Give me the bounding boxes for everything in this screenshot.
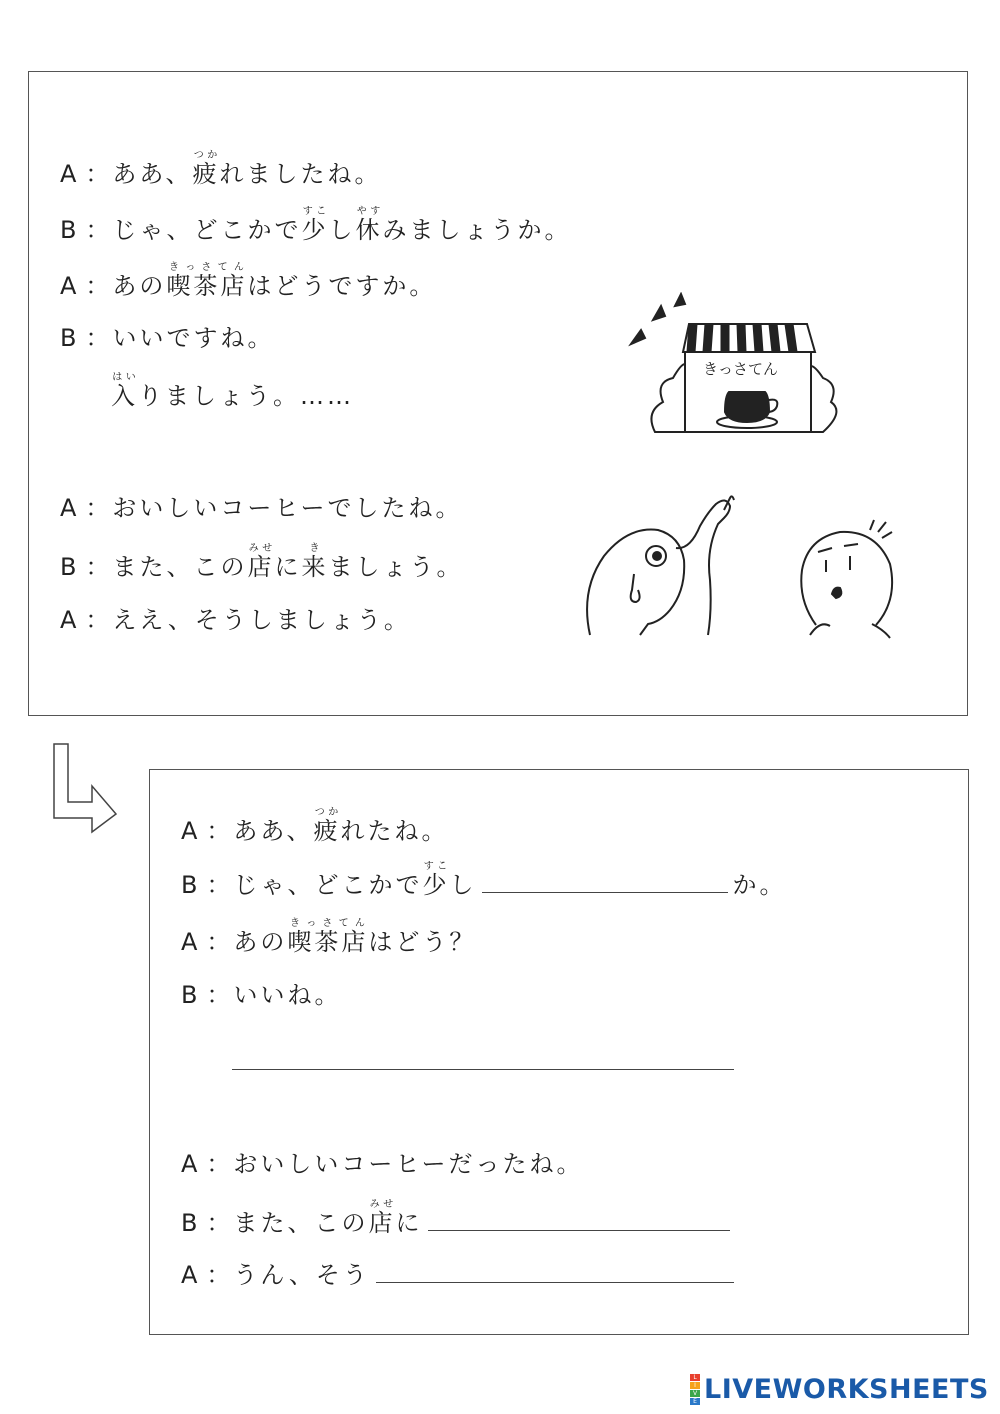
- speaker-label: B: [60, 324, 80, 352]
- arrow-icon: [52, 742, 118, 834]
- exercise-line-7: B ： また、この 店みせ に: [181, 1199, 734, 1238]
- coffee-shop-illustration: [625, 292, 865, 442]
- speaker-label: A: [181, 1261, 201, 1289]
- speaker-label: B: [60, 553, 80, 581]
- dialogue-line-4: B ： いいですね。: [60, 324, 275, 352]
- logo-text: LIVEWORKSHEETS: [704, 1374, 989, 1405]
- exercise-line-8: A ： うん、そう: [181, 1255, 738, 1290]
- speaker-label: B: [60, 216, 80, 244]
- speaker-label: A: [60, 272, 80, 300]
- answer-blank-3[interactable]: [428, 1212, 730, 1231]
- dialogue-line-7: B ： また、この 店みせ に 来き ましょう。: [60, 543, 464, 581]
- speaker-label: A: [181, 1150, 201, 1178]
- dialogue-line-1: A ： ああ、 疲つか れましたね。: [60, 150, 382, 188]
- liveworksheets-logo: [690, 1374, 989, 1405]
- exercise-line-3: A ： あの 喫茶店きっさてん はどう？: [181, 918, 477, 956]
- exercise-line-2: B ： じゃ、どこかで 少すこ し か。: [181, 861, 787, 899]
- speaker-label: A: [60, 606, 80, 634]
- answer-blank-1[interactable]: [482, 874, 728, 893]
- exercise-line-4: B ： いいね。: [181, 981, 342, 1009]
- exercise-line-1: A ： ああ、 疲つか れたね。: [181, 807, 449, 845]
- exercise-line-6: A ： おいしいコーヒーだったね。: [181, 1150, 584, 1178]
- logo-mark-icon: L I V E: [690, 1374, 700, 1405]
- casual-form-panel: [149, 769, 969, 1335]
- speaker-label: A: [60, 160, 80, 188]
- dialogue-line-5: 入はい りましょう。……: [111, 372, 354, 410]
- speaker-label: B: [181, 981, 201, 1009]
- dialogue-line-6: A ： おいしいコーヒーでしたね。: [60, 494, 463, 522]
- dialogue-line-2: B ： じゃ、どこかで 少すこ し 休やす みましょうか。: [60, 206, 572, 244]
- speaker-label: A: [181, 928, 201, 956]
- dialogue-line-3: A ： あの 喫茶店きっさてん はどうですか。: [60, 262, 437, 300]
- answer-blank-4[interactable]: [376, 1264, 734, 1283]
- answer-blank-2[interactable]: [232, 1069, 734, 1070]
- speaker-label: B: [181, 1209, 201, 1237]
- dialogue-line-8: A ： ええ、そうしましょう。: [60, 606, 411, 634]
- speaker-label: B: [181, 871, 201, 899]
- speaker-label: A: [181, 817, 201, 845]
- speaker-label: A: [60, 494, 80, 522]
- people-illustration: [580, 490, 910, 645]
- shop-sign: きっさてん: [703, 360, 779, 378]
